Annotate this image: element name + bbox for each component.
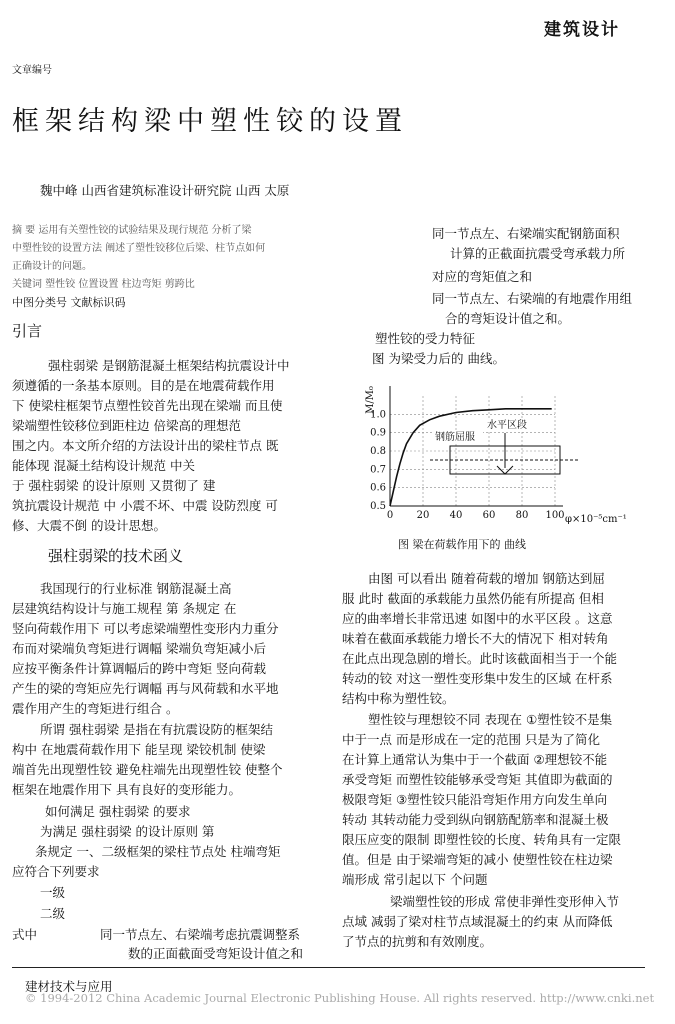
- intro-line: 梁端塑性铰移位到距柱边 倍梁高的理想范: [12, 418, 241, 433]
- body-line: 梁端塑性铰的形成 常使非弹性变形伸入节: [390, 894, 619, 909]
- page-title: 框架结构梁中塑性铰的设置: [12, 106, 408, 137]
- y-tick-label: 0.7: [370, 464, 386, 476]
- author-byline: 魏中峰 山西省建筑标准设计研究院 山西 太原: [40, 183, 290, 198]
- x-tick-label: 0: [386, 510, 394, 521]
- x-tick-label: 100: [545, 510, 565, 521]
- body-line: 同一节点左、右梁端实配钢筋面积: [432, 226, 620, 241]
- intro-line: 下 使梁柱框架节点塑性铰首先出现在梁端 而且使: [12, 398, 283, 413]
- body-line: 计算的正截面抗震受弯承载力所: [450, 246, 626, 261]
- x-tick-label: 20: [416, 510, 430, 521]
- body-line: 在此点出现急剧的增长。此时该截面相当于一个能: [342, 651, 618, 666]
- moment-curvature-chart: [345, 378, 655, 526]
- body-line: 布而对梁端负弯矩进行调幅 梁端负弯矩减小后: [12, 641, 266, 656]
- body-line: 为满足 强柱弱梁 的设计原则 第: [40, 824, 215, 839]
- intro-line: 强柱弱梁 是钢筋混凝土框架结构抗震设计中: [48, 358, 290, 373]
- subheading: 塑性铰的受力特征: [375, 331, 476, 346]
- body-line: 承受弯矩 而塑性铰能够承受弯矩 其值即为截面的: [342, 772, 613, 787]
- body-line: 如何满足 强柱弱梁 的要求: [45, 804, 191, 819]
- body-line: 值。但是 由于梁端弯矩的减小 使塑性铰在柱边梁: [342, 852, 613, 867]
- body-line: 震作用产生的弯矩进行组合 。: [12, 701, 179, 716]
- body-line: 合的弯矩设计值之和。: [445, 311, 571, 326]
- keywords: 关键词 塑性铰 位置设置 柱边弯矩 剪跨比: [12, 279, 195, 290]
- body-line: 式中: [12, 927, 38, 942]
- body-line: 在计算上通常认为集中于一个截面 ②理想铰不能: [342, 752, 608, 767]
- intro-line: 能体现 混凝土结构设计规范 中关: [12, 458, 195, 473]
- body-line: 所谓 强柱弱梁 是指在有抗震设防的框架结: [40, 722, 273, 737]
- body-line: 框架在地震作用下 具有良好的变形能力。: [12, 782, 241, 797]
- y-tick-label: 0.8: [370, 446, 386, 457]
- body-line: 塑性铰与理想铰不同 表现在 ①塑性铰不是集: [368, 712, 613, 727]
- y-tick-label: 1.0: [370, 409, 386, 421]
- body-line: 图 为梁受力后的 曲线。: [372, 351, 505, 366]
- intro-heading: 引言: [12, 322, 43, 340]
- abstract-line: 中塑性铰的设置方法 阐述了塑性铰移位后梁、柱节点如何: [12, 243, 266, 254]
- body-line: 对应的弯矩值之和: [432, 269, 533, 284]
- section-label: 建筑设计: [544, 20, 620, 40]
- y-tick-label: 0.9: [370, 427, 386, 439]
- copyright-watermark: © 1994-2012 China Academic Journal Electronic Publishing House. All rights reserved. http://www.cnki.net: [25, 991, 655, 1005]
- body-line: 了节点的抗剪和有效刚度。: [342, 934, 493, 949]
- article-number-label: 文章编号: [12, 65, 52, 76]
- body-line: 同一节点左、右梁端考虑抗震调整系: [100, 927, 301, 942]
- body-line: 端首先出现塑性铰 避免柱端先出现塑性铰 使整个: [12, 762, 283, 777]
- intro-line: 修、大震不倒 的设计思想。: [12, 518, 166, 533]
- body-line: 点域 减弱了梁对柱节点域混凝土的约束 从而降低: [342, 914, 613, 929]
- x-tick-label: 60: [482, 510, 496, 521]
- intro-line: 围之内。本文所介绍的方法设计出的梁柱节点 既: [12, 438, 279, 453]
- body-line: 转动 其转动能力受到纵向钢筋配筋率和混凝土极: [342, 812, 609, 827]
- section-heading: 强柱弱梁的技术函义: [48, 547, 184, 565]
- body-line: 限压应变的限制 即塑性铰的长度、转角具有一定限: [342, 832, 621, 847]
- x-axis-label: φ×10⁻⁵cm⁻¹: [565, 514, 627, 525]
- body-line: 同一节点左、右梁端的有地震作用组: [432, 291, 633, 306]
- figure-caption: 图 梁在荷载作用下的 曲线: [398, 538, 526, 551]
- y-tick-label: 0.5: [370, 501, 386, 512]
- body-line: 中于一点 而是形成在一定的范围 只是为了简化: [342, 732, 600, 747]
- intro-line: 筑抗震设计规范 中 小震不坏、中震 设防烈度 可: [12, 498, 278, 513]
- y-axis-label: M/M₀: [365, 386, 376, 414]
- body-line: 端形成 常引起以下 个问题: [342, 872, 488, 887]
- body-line: 产生的梁的弯矩应先行调幅 再与风荷载和水平地: [12, 681, 279, 696]
- moment-curvature-curve: [390, 409, 552, 506]
- footer-rule: [12, 967, 645, 968]
- body-line: 服 此时 截面的承载能力虽然仍能有所提高 但相: [342, 591, 604, 606]
- x-tick-label: 40: [449, 510, 463, 521]
- intro-line: 于 强柱弱梁 的设计原则 又贯彻了 建: [12, 478, 216, 493]
- body-line: 应符合下列要求: [12, 864, 100, 879]
- body-line: 竖向荷载作用下 可以考虑梁端塑性变形内力重分: [12, 621, 279, 636]
- intro-line: 须遵循的一条基本原则。目的是在地震荷载作用: [12, 378, 275, 393]
- body-line: 一级: [40, 885, 66, 900]
- body-line: 应的曲率增长非常迅速 如图中的水平区段 。这意: [342, 611, 613, 626]
- annotation-plateau: 水平区段: [487, 420, 527, 431]
- body-line: 我国现行的行业标准 钢筋混凝土高: [40, 581, 232, 596]
- abstract-line: 摘 要 运用有关塑性铰的试验结果及现行规范 分析了梁: [12, 225, 252, 236]
- y-tick-label: 0.6: [370, 482, 386, 494]
- body-line: 构中 在地震荷载作用下 能呈现 梁铰机制 使梁: [12, 742, 266, 757]
- body-line: 二级: [40, 906, 66, 921]
- body-line: 条规定 一、二级框架的梁柱节点处 柱端弯矩: [35, 844, 281, 859]
- body-line: 层建筑结构设计与施工规程 第 条规定 在: [12, 601, 237, 616]
- body-line: 味着在截面承载能力增长不大的情况下 相对转角: [342, 631, 609, 646]
- body-line: 极限弯矩 ③塑性铰只能沿弯矩作用方向发生单向: [342, 792, 608, 807]
- body-line: 由图 可以看出 随着荷载的增加 钢筋达到屈: [368, 571, 605, 586]
- annotation-yield: 钢筋屈服: [435, 432, 475, 443]
- body-line: 结构中称为塑性铰。: [342, 691, 455, 706]
- journal-name: 建材技术与应用: [25, 979, 113, 994]
- x-tick-label: 80: [515, 510, 529, 521]
- body-line: 应按平衡条件计算调幅后的跨中弯矩 竖向荷载: [12, 661, 266, 676]
- body-line: 数的正面截面受弯矩设计值之和: [128, 946, 304, 961]
- body-line: 转动的铰 对这一塑性变形集中发生的区域 在杆系: [342, 671, 613, 686]
- chart-grid: [390, 396, 555, 506]
- abstract-line: 正确设计的问题。: [12, 261, 92, 272]
- classification-line: 中图分类号 文献标识码: [12, 296, 126, 309]
